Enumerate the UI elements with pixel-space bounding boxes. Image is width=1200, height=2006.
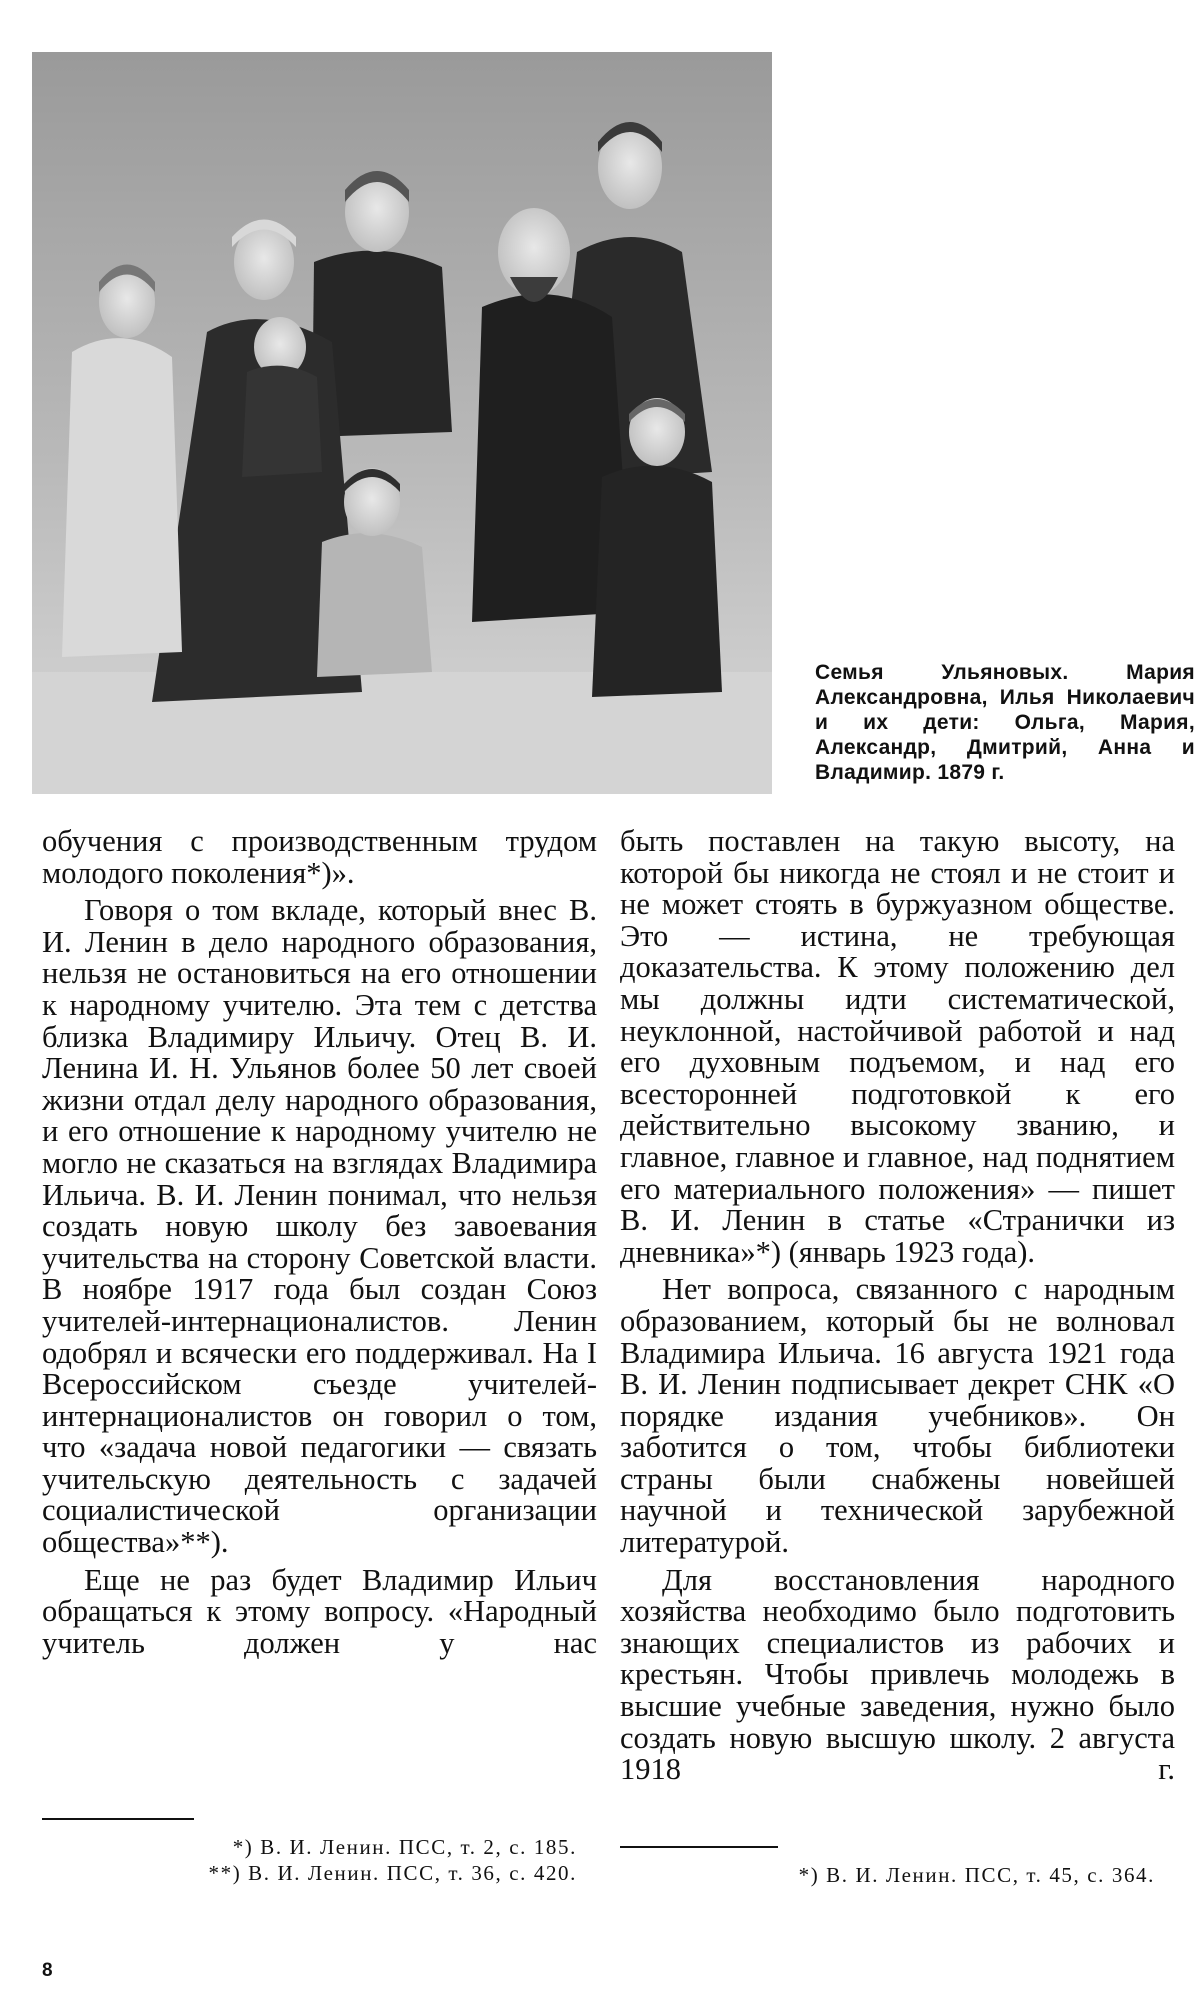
photo-caption: Семья Ульяновых. Мария Александровна, Илья Николаевич и их дети: Ольга, Мария, Александр, Дмитрий, Анна и Владимир. 1879 г. — [815, 661, 1195, 784]
right-paragraph-2: Нет вопроса, связанного с народным образованием, который бы не волновал Владимира Ильича. 16 августа 1921 года В. И. Ленин подписывает декрет СНК «О порядке издания учебников». Он заботится о том, чтобы библиотеки страны были снабжены новейшей научной и технической зарубежной литературой. — [620, 1272, 1175, 1560]
left-column — [42, 826, 597, 1659]
footnote-right-1: *) В. И. Ленин. ПСС, т. 45, с. 364. — [798, 1863, 1155, 1887]
footnote-left-1: *) В. И. Ленин. ПСС, т. 2, с. 185. — [232, 1835, 577, 1859]
footnote-left-2: **) В. И. Ленин. ПСС, т. 36, с. 420. — [208, 1861, 577, 1885]
page-number: 8 — [42, 1960, 53, 1981]
right-paragraph-3: Для восстановления народного хозяйства необходимо было подготовить знающих специалистов из рабочих и крестьян. Чтобы привлечь молодежь в высшие учебные заведения, нужно было создать новую высшую школу. 2 августа 1918 г. — [620, 1562, 1175, 1787]
left-paragraph-1: обучения с производственным трудом молодого поколения*)». — [42, 824, 597, 890]
right-column — [620, 826, 1175, 1786]
footnote-rule-right — [620, 1846, 778, 1848]
footnote-rule-left — [42, 1818, 194, 1820]
right-paragraph-1: быть поставлен на такую высоту, на которой бы никогда не стоял и не стоит и не может стоять в буржуазном обществе. Это — истина, не требующая доказательства. К этому положению дел мы должны идти систематической, неуклонной, настойчивой работой и над его духовным подъемом, и над его всесторонней подготовкой к его действительно высокому званию, и главное, главное и главное, над поднятием его материального положения» — пишет В. И. Ленин в статье «Странички из дневника»*) (январь 1923 года). — [620, 824, 1175, 1269]
left-paragraph-3: Еще не раз будет Владимир Ильич обращаться к этому вопросу. «Народный учитель должен у нас — [42, 1562, 597, 1660]
left-paragraph-2: Говоря о том вкладе, который внес В. И. Ленин в дело народного образования, нельзя не остановиться на его отношении к народному учителю. Эта тем с детства близка Владимиру Ильичу. Отец В. И. Ленина И. Н. Ульянов более 50 лет своей жизни отдал делу народного образования, и его отношение к народному учителю не могло не сказаться на взглядах Владимира Ильича. В. И. Ленин понимал, что нельзя создать новую школу без завоевания учительства на сторону Советской власти. В ноябре 1917 года был создан Союз учителей-интернационалистов. Ленин одобрял и всячески его поддерживал. На I Всероссийском съезде учителей-интернационалистов он говорил о том, что «задача новой педагогики — связать учительскую деятельность с задачей социалистической организации общества»**). — [42, 893, 597, 1560]
family-photograph-image — [32, 52, 772, 794]
family-photograph — [32, 52, 772, 794]
